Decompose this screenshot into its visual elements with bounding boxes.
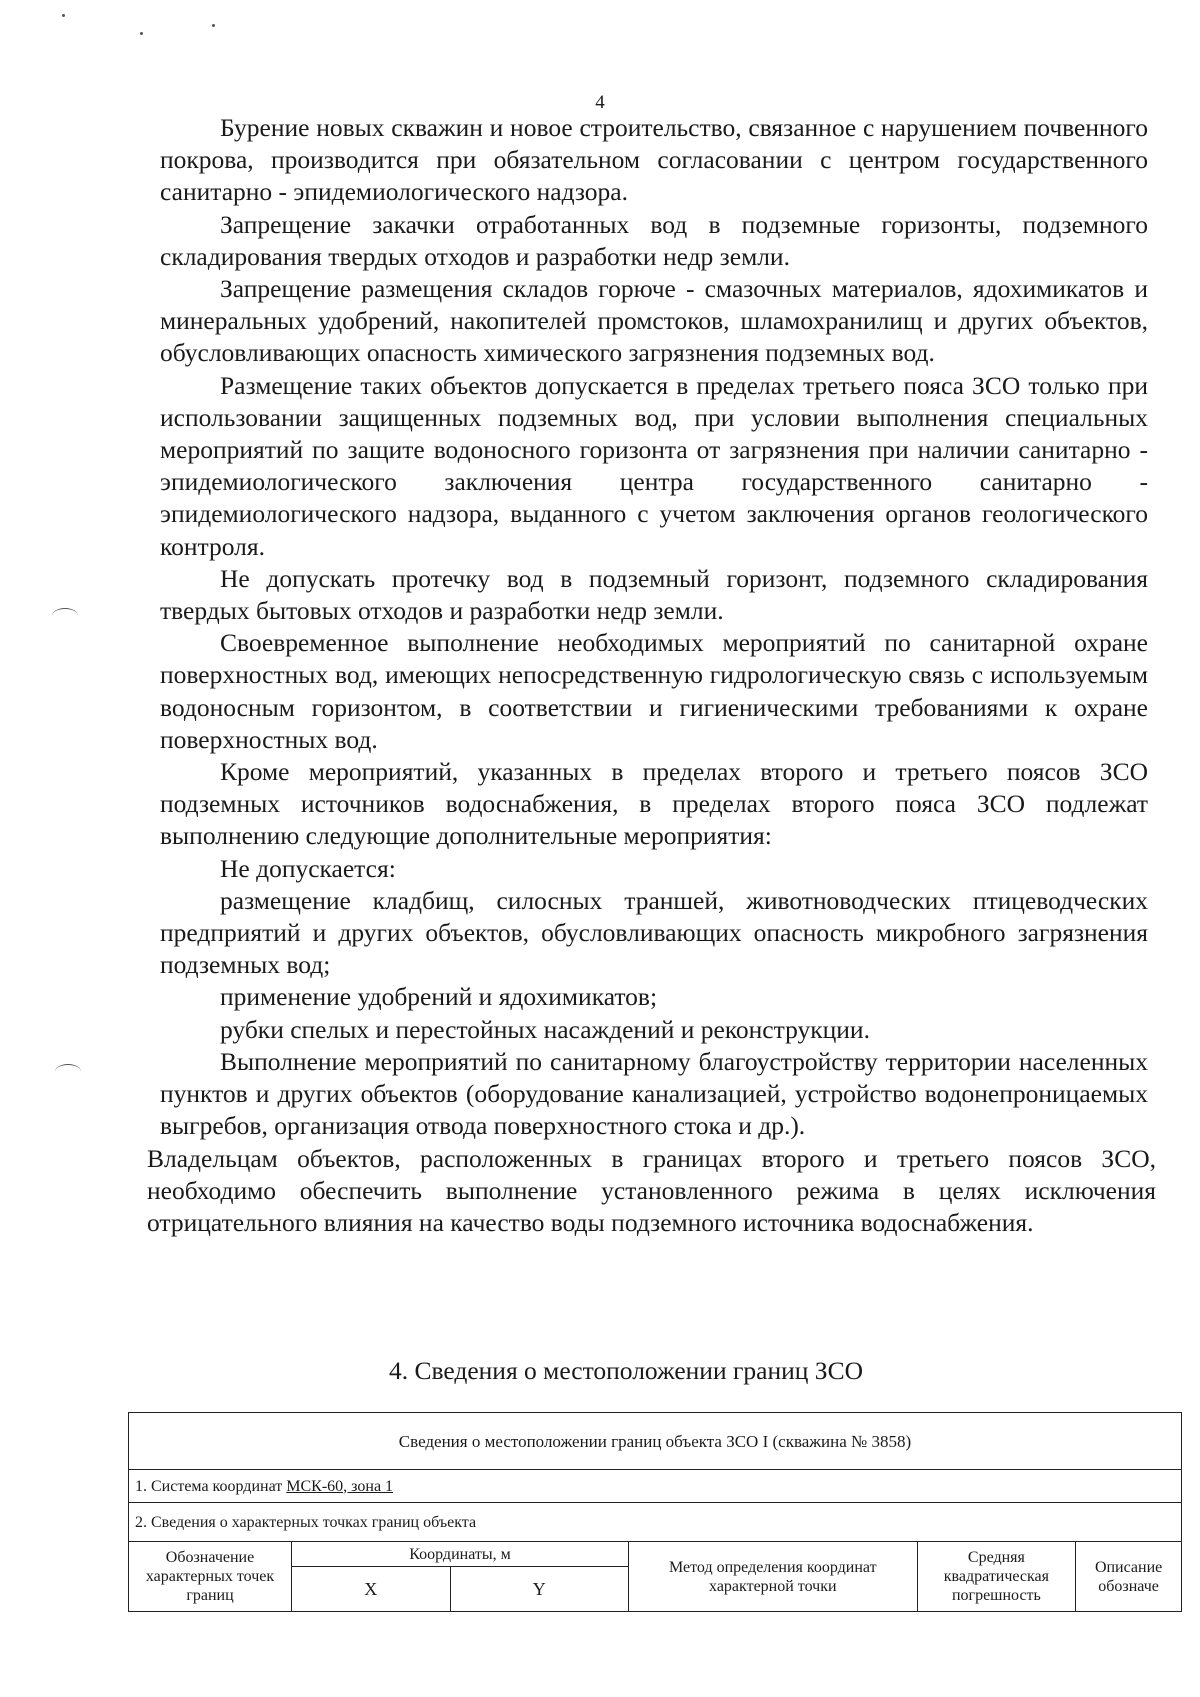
header-error: Средняя квадратическая погрешность	[917, 1542, 1076, 1612]
coordinate-system-label: 1. Система координат	[135, 1477, 287, 1495]
header-coordinates: Координаты, м	[292, 1542, 629, 1567]
paragraph-storage-ban: Запрещение размещения складов горюче - смазочных материалов, ядохимикатов и минеральных удобрений, накопителей промстоков, шламохранилищ и других объектов, обусловливающих опасность химического загрязнения подземных вод.	[160, 274, 1148, 368]
document-body	[147, 112, 1156, 1239]
paragraph-leakage: Не допускать протечку вод в подземный горизонт, подземного складирования твердых бытовых отходов и разработки недр земли.	[160, 563, 1148, 626]
paragraph-drilling: Бурение новых скважин и новое строительство, связанное с нарушением почвенного покрова, производится при обязательном согласовании с центром государственного санитарно - эпидемиологического надзора.	[160, 113, 1148, 207]
table-row	[129, 1470, 1182, 1503]
paragraph-additional-measures: Кроме мероприятий, указанных в пределах второго и третьего поясов ЗСО подземных источников водоснабжения, в пределах второго пояса ЗСО подлежат выполнению следующие дополнительные мероприятия:	[160, 757, 1148, 851]
table-row	[129, 1503, 1182, 1542]
list-item-cemeteries: размещение кладбищ, силосных траншей, животноводческих птицеводческих предприятий и других объектов, обусловливающих опасность микробного загрязнения подземных вод;	[160, 885, 1148, 980]
scan-mark	[52, 608, 78, 623]
section-heading: 4. Сведения о местоположении границ ЗСО	[388, 1356, 864, 1385]
points-label-cell: 2. Сведения о характерных точках границ объекта	[129, 1503, 1182, 1542]
paragraph-surface-water: Своевременное выполнение необходимых мероприятий по санитарной охране поверхностных вод, имеющих непосредственную гидрологическую связь с используемым водоносным горизонтом, в соответствии и гигиеническими требованиями к охране поверхностных вод.	[160, 628, 1148, 754]
coordinate-system-value: МСК-60, зона 1	[286, 1477, 394, 1495]
scan-speck	[62, 14, 65, 17]
list-item-fertilizers: применение удобрений и ядохимикатов;	[220, 982, 658, 1012]
header-method: Метод определения координат характерной точки	[629, 1542, 918, 1612]
paragraph-injection-ban: Запрещение закачки отработанных вод в подземные горизонты, подземного складирования твердых отходов и разработки недр земли.	[160, 209, 1148, 271]
list-item-logging: рубки спелых и перестойных насаждений и реконструкции.	[220, 1014, 870, 1044]
page-number: 4	[595, 92, 605, 113]
header-description: Описание обозначе	[1076, 1542, 1182, 1612]
scan-speck	[140, 32, 143, 35]
table-header-row	[129, 1542, 1182, 1567]
zso-boundaries-table	[128, 1412, 1182, 1612]
table-caption-row	[129, 1413, 1182, 1470]
table-caption: Сведения о местоположении границ объекта ЗСО I (скважина № 3858)	[129, 1413, 1182, 1470]
header-x: X	[292, 1567, 451, 1612]
paragraph-placement-conditions: Размещение таких объектов допускается в пределах третьего пояса ЗСО только при использовании защищенных подземных вод, при условии выполнения специальных мероприятий по защите водоносного горизонта от загрязнения при наличии санитарно - эпидемиологического заключения центра государственного санитарно - эпидемиологического надзора, выданного с учетом заключения органов геологического контроля.	[160, 370, 1148, 561]
header-designation: Обозначение характерных точек границ	[129, 1542, 292, 1612]
header-y: Y	[450, 1567, 628, 1612]
coordinate-system-cell	[129, 1470, 1182, 1503]
scan-speck	[212, 24, 215, 27]
paragraph-sanitation: Выполнение мероприятий по санитарному благоустройству территории населенных пунктов и других объектов (оборудование канализацией, устройство водонепроницаемых выгребов, организация отвода поверхностного стока и др.).	[160, 1046, 1148, 1141]
scan-mark	[55, 1064, 81, 1079]
paragraph-owners: Владельцам объектов, расположенных в границах второго и третьего поясов ЗСО, необходимо обеспечить выполнение установленного режима в целях исключения отрицательного влияния на качество воды подземного источника водоснабжения.	[147, 1143, 1156, 1237]
paragraph-not-allowed: Не допускается:	[220, 853, 396, 883]
